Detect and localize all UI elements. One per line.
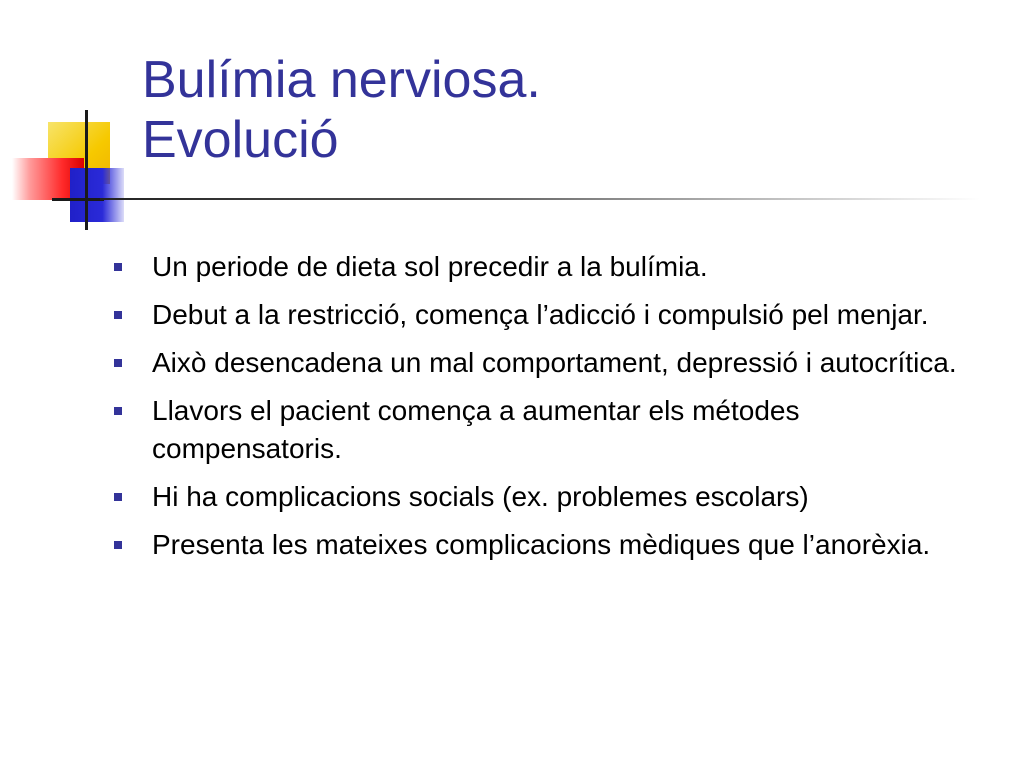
bullet-text: Això desencadena un mal comportament, depressió i autocrítica.	[152, 347, 957, 378]
list-item	[112, 526, 992, 564]
list-item	[112, 344, 992, 382]
square-bullet-icon	[114, 407, 122, 415]
bullet-text: Llavors el pacient comença a aumentar els métodes compensatoris.	[152, 395, 800, 464]
slide-title	[142, 50, 541, 170]
square-bullet-icon	[114, 311, 122, 319]
square-bullet-icon	[114, 263, 122, 271]
list-item	[112, 392, 992, 468]
title-divider	[100, 198, 980, 200]
bullet-text: Hi ha complicacions socials (ex. problemes escolars)	[152, 481, 809, 512]
list-item	[112, 248, 992, 286]
list-item	[112, 478, 992, 516]
bullet-text: Debut a la restricció, comença l’adicció i compulsió pel menjar.	[152, 299, 929, 330]
square-bullet-icon	[114, 541, 122, 549]
bullet-list	[112, 248, 992, 574]
bullet-text: Presenta les mateixes complicacions mèdiques que l’anorèxia.	[152, 529, 931, 560]
blue-square	[70, 168, 124, 222]
slide-title-line-1: Bulímia nerviosa.	[142, 51, 541, 109]
logo-vertical-line	[85, 110, 88, 230]
logo-horizontal-line	[52, 198, 104, 201]
bullet-text: Un periode de dieta sol precedir a la bulímia.	[152, 251, 708, 282]
square-bullet-icon	[114, 493, 122, 501]
square-bullet-icon	[114, 359, 122, 367]
slide-title-line-2: Evolució	[142, 111, 339, 169]
list-item	[112, 296, 992, 334]
colored-squares-logo-icon	[0, 0, 160, 240]
